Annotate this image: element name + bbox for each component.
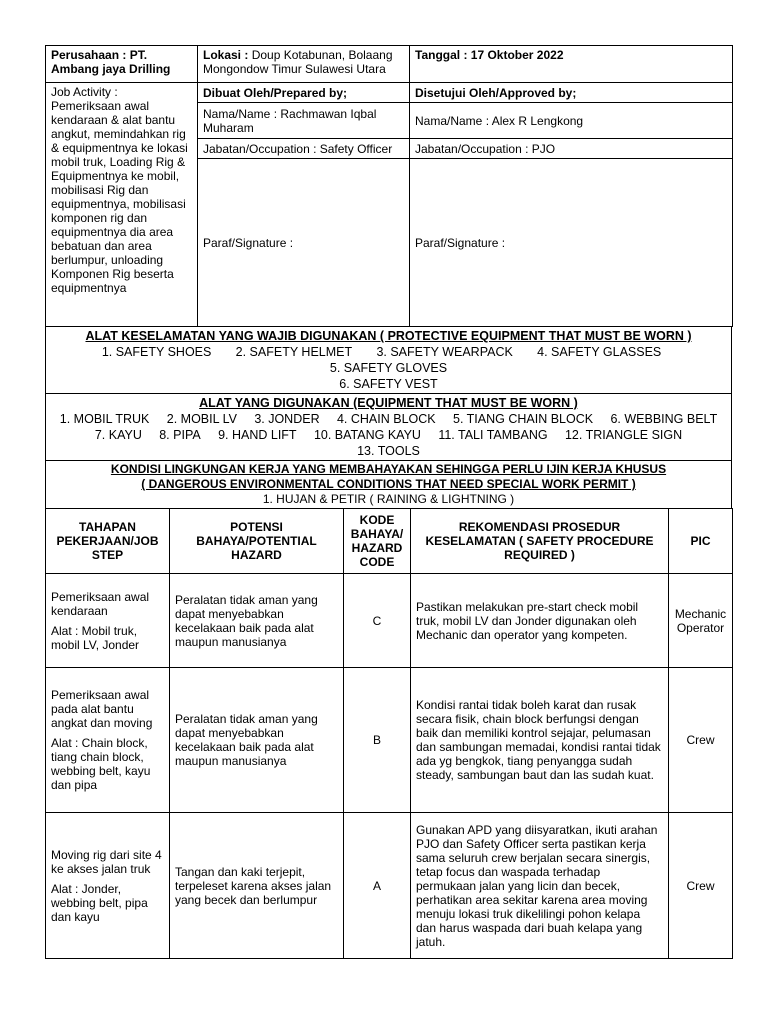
row-procedure: Kondisi rantai tidak boleh karat dan rusak secara fisik, chain block berfungsi dengan baik dan memiliki kontrol sejajar, pelumasan dan sambungan memadai, kondisi rantai tidak ada yg bengkok, tiang penyangga sudah steady, sambungan baut dan las sudah kuat.: [411, 668, 669, 813]
date-cell: Tanggal : 17 Oktober 2022: [410, 46, 733, 83]
job-step-text: Pemeriksaan awal pada alat bantu angkat dan moving: [51, 688, 153, 730]
ppe-item: 5. SAFETY GLOVES: [329, 361, 448, 375]
equipment-item: 9. HAND LIFT: [218, 428, 297, 442]
prepared-by-title: Dibuat Oleh/Prepared by;: [198, 83, 410, 103]
conditions-title: KONDISI LINGKUNGAN KERJA YANG MEMBAHAYAKAN SEHINGGA PERLU IJIN KERJA KHUSUS: [110, 462, 667, 476]
company-cell: [46, 46, 198, 83]
equipment-item: 1. MOBIL TRUK: [59, 412, 150, 426]
conditions-item: 1. HUJAN & PETIR ( RAINING & LIGHTNING ): [262, 492, 515, 506]
ppe-item: 3. SAFETY WEARPACK: [376, 345, 513, 359]
ppe-section: [46, 327, 732, 394]
job-step-tools: Alat : Jonder, webbing belt, pipa dan kayu: [51, 881, 148, 924]
equipment-title: ALAT YANG DIGUNAKAN (EQUIPMENT THAT MUST BE WORN ): [199, 396, 578, 410]
equipment-item: 7. KAYU: [94, 428, 142, 442]
header-job-step: TAHAPAN PEKERJAAN/JOB STEP: [46, 509, 170, 574]
location-label: Lokasi :: [203, 48, 249, 62]
location-value: Doup Kotabunan, Bolaang Mongondow Timur Sulawesi Utara: [203, 48, 393, 76]
header-table: [45, 45, 733, 327]
requirements-table: [45, 326, 732, 509]
company-label: Perusahaan : PT.: [51, 48, 148, 62]
equipment-item: 10. BATANG KAYU: [313, 428, 421, 442]
approved-name: Nama/Name : Alex R Lengkong: [410, 103, 733, 139]
row-hazard-code: A: [344, 813, 411, 959]
equipment-item: 4. CHAIN BLOCK: [336, 412, 436, 426]
row-procedure: Pastikan melakukan pre-start check mobil truk, mobil LV dan Jonder digunakan oleh Mechanic dan operator yang kompeten.: [411, 574, 669, 668]
ppe-title: ALAT KESELAMATAN YANG WAJIB DIGUNAKAN ( PROTECTIVE EQUIPMENT THAT MUST BE WORN ): [85, 329, 692, 343]
company-name: Ambang jaya Drilling: [51, 62, 171, 76]
approved-signature: Paraf/Signature :: [410, 159, 733, 327]
equipment-item: 5. TIANG CHAIN BLOCK: [453, 412, 594, 426]
equipment-item: 2. MOBIL LV: [166, 412, 237, 426]
row-hazard: Tangan dan kaki terjepit, terpeleset karena akses jalan yang becek dan berlumpur: [170, 813, 344, 959]
job-activity-cell: [46, 83, 198, 327]
equipment-item: 6. WEBBING BELT: [610, 412, 718, 426]
approved-by-title: Disetujui Oleh/Approved by;: [410, 83, 733, 103]
hazard-table-header: [46, 509, 733, 574]
equipment-list: [50, 411, 727, 459]
row-job-step: [46, 574, 170, 668]
prepared-signature: Paraf/Signature :: [198, 159, 410, 327]
row-hazard: Peralatan tidak aman yang dapat menyebabkan kecelakaan baik pada alat maupun manusianya: [170, 668, 344, 813]
row-job-step: [46, 813, 170, 959]
equipment-section: [46, 394, 732, 461]
row-pic: Crew: [669, 813, 733, 959]
equipment-item: 13. TOOLS: [357, 444, 420, 458]
job-activity-text: Pemeriksaan awal kendaraan & alat bantu angkut, memindahkan rig & equipmentnya ke lokasi mobil truk, Loading Rig & Equipmentnya ke mobil, mobilisasi Rig dan equipmentnya, mobilisasi komponen rig dan equipmentnya dia area bebatuan dan area berlumpur, unloading Komponen Rig beserta equipmentnya: [51, 99, 188, 295]
ppe-list: [50, 344, 727, 392]
prepared-name: Nama/Name : Rachmawan Iqbal Muharam: [198, 103, 410, 139]
row-hazard-code: C: [344, 574, 411, 668]
equipment-item: 3. JONDER: [254, 412, 320, 426]
ppe-item: 1. SAFETY SHOES: [101, 345, 212, 359]
conditions-section: [46, 461, 732, 509]
row-hazard-code: B: [344, 668, 411, 813]
job-step-text: Moving rig dari site 4 ke akses jalan truk: [51, 847, 162, 876]
ppe-item: 6. SAFETY VEST: [339, 377, 438, 391]
equipment-item: 11. TALI TAMBANG: [438, 428, 548, 442]
location-cell: [198, 46, 410, 83]
row-hazard: Peralatan tidak aman yang dapat menyebabkan kecelakaan baik pada alat maupun manusianya: [170, 574, 344, 668]
table-row: [46, 668, 733, 813]
row-pic: Crew: [669, 668, 733, 813]
job-activity-label: Job Activity :: [51, 85, 118, 99]
job-step-tools: Alat : Chain block, tiang chain block, webbing belt, kayu dan pipa: [51, 736, 151, 792]
job-step-text: Pemeriksaan awal kendaraan: [51, 589, 150, 618]
conditions-subtitle: ( DANGEROUS ENVIRONMENTAL CONDITIONS THAT NEED SPECIAL WORK PERMIT ): [141, 477, 636, 491]
table-row: [46, 574, 733, 668]
header-safety-procedure: REKOMENDASI PROSEDUR KESELAMATAN ( SAFETY PROCEDURE REQUIRED ): [411, 509, 669, 574]
ppe-item: 2. SAFETY HELMET: [235, 345, 353, 359]
equipment-item: 12. TRIANGLE SIGN: [564, 428, 683, 442]
jsa-document: [45, 45, 732, 959]
row-procedure: Gunakan APD yang diisyaratkan, ikuti arahan PJO dan Safety Officer serta pastikan kerja sama seluruh crew berjalan secara sinergis, tetap focus dan waspada terhadap permukaan jalan yang licin dan becek, perhatikan area sekitar karena area moving menuju lokasi truk dikelilingi pohon kelapa dan harus waspada dari buah kelapa yang jatuh.: [411, 813, 669, 959]
approved-occupation: Jabatan/Occupation : PJO: [410, 139, 733, 159]
hazard-table: [45, 508, 733, 959]
header-potential-hazard: POTENSI BAHAYA/POTENTIAL HAZARD: [170, 509, 344, 574]
header-hazard-code: KODE BAHAYA/ HAZARD CODE: [344, 509, 411, 574]
row-job-step: [46, 668, 170, 813]
ppe-item: 4. SAFETY GLASSES: [537, 345, 662, 359]
prepared-occupation: Jabatan/Occupation : Safety Officer: [198, 139, 410, 159]
table-row: [46, 813, 733, 959]
equipment-item: 8. PIPA: [159, 428, 201, 442]
row-pic: Mechanic Operator: [669, 574, 733, 668]
header-pic: PIC: [669, 509, 733, 574]
job-step-tools: Alat : Mobil truk, mobil LV, Jonder: [51, 623, 140, 652]
